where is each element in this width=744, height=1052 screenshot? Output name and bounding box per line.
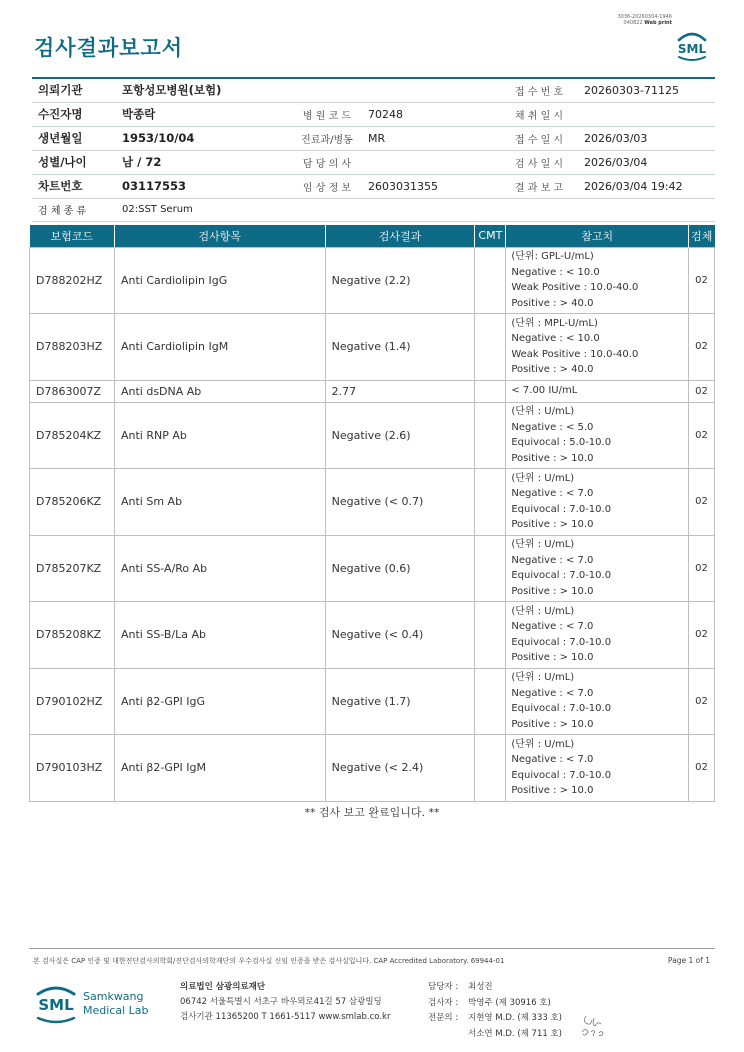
test-code: D785206KZ <box>30 469 115 536</box>
staff-row <box>428 1011 562 1027</box>
reference-range: (단위 : U/mL) Negative : < 7.0 Equivocal : 7.0-10.0 Positive : > 10.0 <box>506 668 689 735</box>
table-row <box>30 602 715 669</box>
report-complete-text: ** 검사 보고 완료입니다. ** <box>304 806 440 819</box>
organization-name: 의료법인 삼광의료재단 <box>180 982 266 992</box>
organization-contact: 검사기관 11365200 T 1661-5117 www.smlab.co.kr <box>180 1012 391 1022</box>
info-label: 결 과 보 고 <box>496 174 582 198</box>
test-item: Anti dsDNA Ab <box>114 380 325 402</box>
reference-range: (단위 : U/mL) Negative : < 7.0 Equivocal : 7.0-10.0 Positive : > 10.0 <box>506 735 689 802</box>
results-header-cell: 검체 <box>689 225 715 247</box>
staff-name: 서소연 M.D. (제 711 호) <box>468 1028 563 1039</box>
organization-info <box>180 980 390 1025</box>
document-code-line1: 3036-20260304-1946 <box>617 14 672 20</box>
test-result: Negative (< 0.4) <box>325 602 475 669</box>
specimen-code: 02 <box>689 402 715 469</box>
table-row <box>30 380 715 402</box>
table-row <box>30 402 715 469</box>
test-result: Negative (< 2.4) <box>325 735 475 802</box>
info-label: 검 사 일 시 <box>496 150 582 174</box>
staff-row <box>428 1027 562 1043</box>
test-result: 2.77 <box>325 380 475 402</box>
specimen-value: 02:SST Serum <box>120 198 715 221</box>
test-code: D788203HZ <box>30 314 115 381</box>
staff-name: 박영주 (제 30916 호) <box>468 997 551 1008</box>
test-cmt <box>475 668 506 735</box>
info-value <box>582 102 715 126</box>
test-result: Negative (2.6) <box>325 402 475 469</box>
info-label: 병 원 코 드 <box>288 102 366 126</box>
specimen-code: 02 <box>689 469 715 536</box>
table-row <box>30 735 715 802</box>
test-cmt <box>475 469 506 536</box>
samkwang-logo-mark: SML <box>38 996 74 1014</box>
test-result: Negative (< 0.7) <box>325 469 475 536</box>
specimen-code: 02 <box>689 535 715 602</box>
document-code <box>617 14 672 26</box>
test-code: D788202HZ <box>30 247 115 314</box>
test-item: Anti Cardiolipin IgG <box>114 247 325 314</box>
info-label <box>288 78 366 102</box>
test-result: Negative (1.4) <box>325 314 475 381</box>
info-value: MR <box>366 126 496 150</box>
info-label: 의뢰기관 <box>32 78 120 102</box>
test-item: Anti Sm Ab <box>114 469 325 536</box>
reference-range: (단위: GPL-U/mL) Negative : < 10.0 Weak Positive : 10.0-40.0 Positive : > 40.0 <box>506 247 689 314</box>
info-label: 진료과/병동 <box>288 126 366 150</box>
test-cmt <box>475 380 506 402</box>
info-value: 20260303-71125 <box>582 78 715 102</box>
info-label: 성별/나이 <box>32 150 120 174</box>
info-label: 접 수 일 시 <box>496 126 582 150</box>
info-value: 2026/03/04 <box>582 150 715 174</box>
staff-row <box>428 980 562 996</box>
specimen-code: 02 <box>689 314 715 381</box>
organization-address: 06742 서울특별시 서초구 바우뫼로41길 57 삼광빌딩 <box>180 997 382 1007</box>
staff-role: 담당자 : <box>428 982 459 992</box>
staff-role <box>428 1027 468 1043</box>
info-label: 생년월일 <box>32 126 120 150</box>
sml-logo-text: SML <box>677 42 707 56</box>
samkwang-logo <box>36 980 156 1028</box>
sml-logo <box>673 26 711 64</box>
info-value: 2026/03/03 <box>582 126 715 150</box>
table-row <box>30 535 715 602</box>
test-code: D785207KZ <box>30 535 115 602</box>
staff-name: 최성진 <box>468 982 493 992</box>
results-header-cell: 검사항목 <box>114 225 325 247</box>
results-header-cell: 참고치 <box>506 225 689 247</box>
info-value: 70248 <box>366 102 496 126</box>
test-item: Anti Cardiolipin IgM <box>114 314 325 381</box>
info-label: 담 당 의 사 <box>288 150 366 174</box>
staff-role: 검사자 : <box>428 997 459 1008</box>
info-label: 채 취 일 시 <box>496 102 582 126</box>
info-row <box>32 150 715 174</box>
certification-text: 본 검사실은 CAP 인증 및 대한진단검사의학회/진단검사의학재단의 우수검사실 신임 인증을 받은 검사실입니다. CAP Accredited Laboratory. 69944-01 <box>33 957 505 965</box>
patient-info-table <box>32 77 715 222</box>
test-item: Anti SS-A/Ro Ab <box>114 535 325 602</box>
reference-range: (단위 : U/mL) Negative : < 7.0 Equivocal : 7.0-10.0 Positive : > 10.0 <box>506 469 689 536</box>
info-label: 수진자명 <box>32 102 120 126</box>
signature <box>578 1010 618 1040</box>
test-result: Negative (0.6) <box>325 535 475 602</box>
info-value: 03117553 <box>120 174 288 198</box>
test-item: Anti RNP Ab <box>114 402 325 469</box>
reference-range: (단위 : MPL-U/mL) Negative : < 10.0 Weak Positive : 10.0-40.0 Positive : > 40.0 <box>506 314 689 381</box>
info-label: 임 상 정 보 <box>288 174 366 198</box>
test-code: D785204KZ <box>30 402 115 469</box>
info-value: 남 / 72 <box>120 150 288 174</box>
table-row <box>30 668 715 735</box>
footer-divider <box>29 948 715 949</box>
specimen-label: 검 체 종 류 <box>32 198 120 221</box>
info-value: 포항성모병원(보험) <box>120 78 288 102</box>
test-item: Anti SS-B/La Ab <box>114 602 325 669</box>
info-row <box>32 102 715 126</box>
staff-list <box>428 980 562 1042</box>
info-value: 2603031355 <box>366 174 496 198</box>
test-result: Negative (2.2) <box>325 247 475 314</box>
test-code: D7863007Z <box>30 380 115 402</box>
table-row <box>30 469 715 536</box>
test-code: D785208KZ <box>30 602 115 669</box>
specimen-code: 02 <box>689 380 715 402</box>
info-row <box>32 126 715 150</box>
info-label: 차트번호 <box>32 174 120 198</box>
page-title: 검사결과보고서 <box>34 36 184 60</box>
specimen-row <box>32 198 715 221</box>
test-cmt <box>475 602 506 669</box>
staff-role: 전문의 : <box>428 1013 459 1023</box>
specimen-code: 02 <box>689 668 715 735</box>
document-code-line2: 040822 Web print <box>623 20 672 26</box>
info-value: 2026/03/04 19:42 <box>582 174 715 198</box>
test-code: D790103HZ <box>30 735 115 802</box>
test-item: Anti β2-GPI IgM <box>114 735 325 802</box>
specimen-code: 02 <box>689 602 715 669</box>
results-header-cell: CMT <box>475 225 506 247</box>
results-header-cell: 검사결과 <box>325 225 475 247</box>
page-number: Page 1 of 1 <box>667 956 710 965</box>
test-item: Anti β2-GPI IgG <box>114 668 325 735</box>
info-row <box>32 174 715 198</box>
test-code: D790102HZ <box>30 668 115 735</box>
results-header-cell: 보험코드 <box>30 225 115 247</box>
specimen-code: 02 <box>689 735 715 802</box>
reference-range: (단위 : U/mL) Negative : < 5.0 Equivocal : 5.0-10.0 Positive : > 10.0 <box>506 402 689 469</box>
reference-range: (단위 : U/mL) Negative : < 7.0 Equivocal : 7.0-10.0 Positive : > 10.0 <box>506 602 689 669</box>
info-value: 1953/10/04 <box>120 126 288 150</box>
test-result: Negative (1.7) <box>325 668 475 735</box>
table-row <box>30 314 715 381</box>
samkwang-logo-line1: Samkwang <box>83 990 144 1003</box>
info-row <box>32 78 715 102</box>
test-cmt <box>475 535 506 602</box>
reference-range: < 7.00 IU/mL <box>506 380 689 402</box>
info-value: 박종락 <box>120 102 288 126</box>
results-table <box>29 225 715 802</box>
test-cmt <box>475 402 506 469</box>
samkwang-logo-line2: Medical Lab <box>83 1004 149 1017</box>
test-cmt <box>475 247 506 314</box>
info-value <box>366 150 496 174</box>
info-value <box>366 78 496 102</box>
staff-row <box>428 996 562 1012</box>
staff-name: 지현영 M.D. (제 333 호) <box>468 1013 563 1023</box>
info-label: 접 수 번 호 <box>496 78 582 102</box>
test-cmt <box>475 735 506 802</box>
test-cmt <box>475 314 506 381</box>
table-row <box>30 247 715 314</box>
reference-range: (단위 : U/mL) Negative : < 7.0 Equivocal : 7.0-10.0 Positive : > 10.0 <box>506 535 689 602</box>
specimen-code: 02 <box>689 247 715 314</box>
